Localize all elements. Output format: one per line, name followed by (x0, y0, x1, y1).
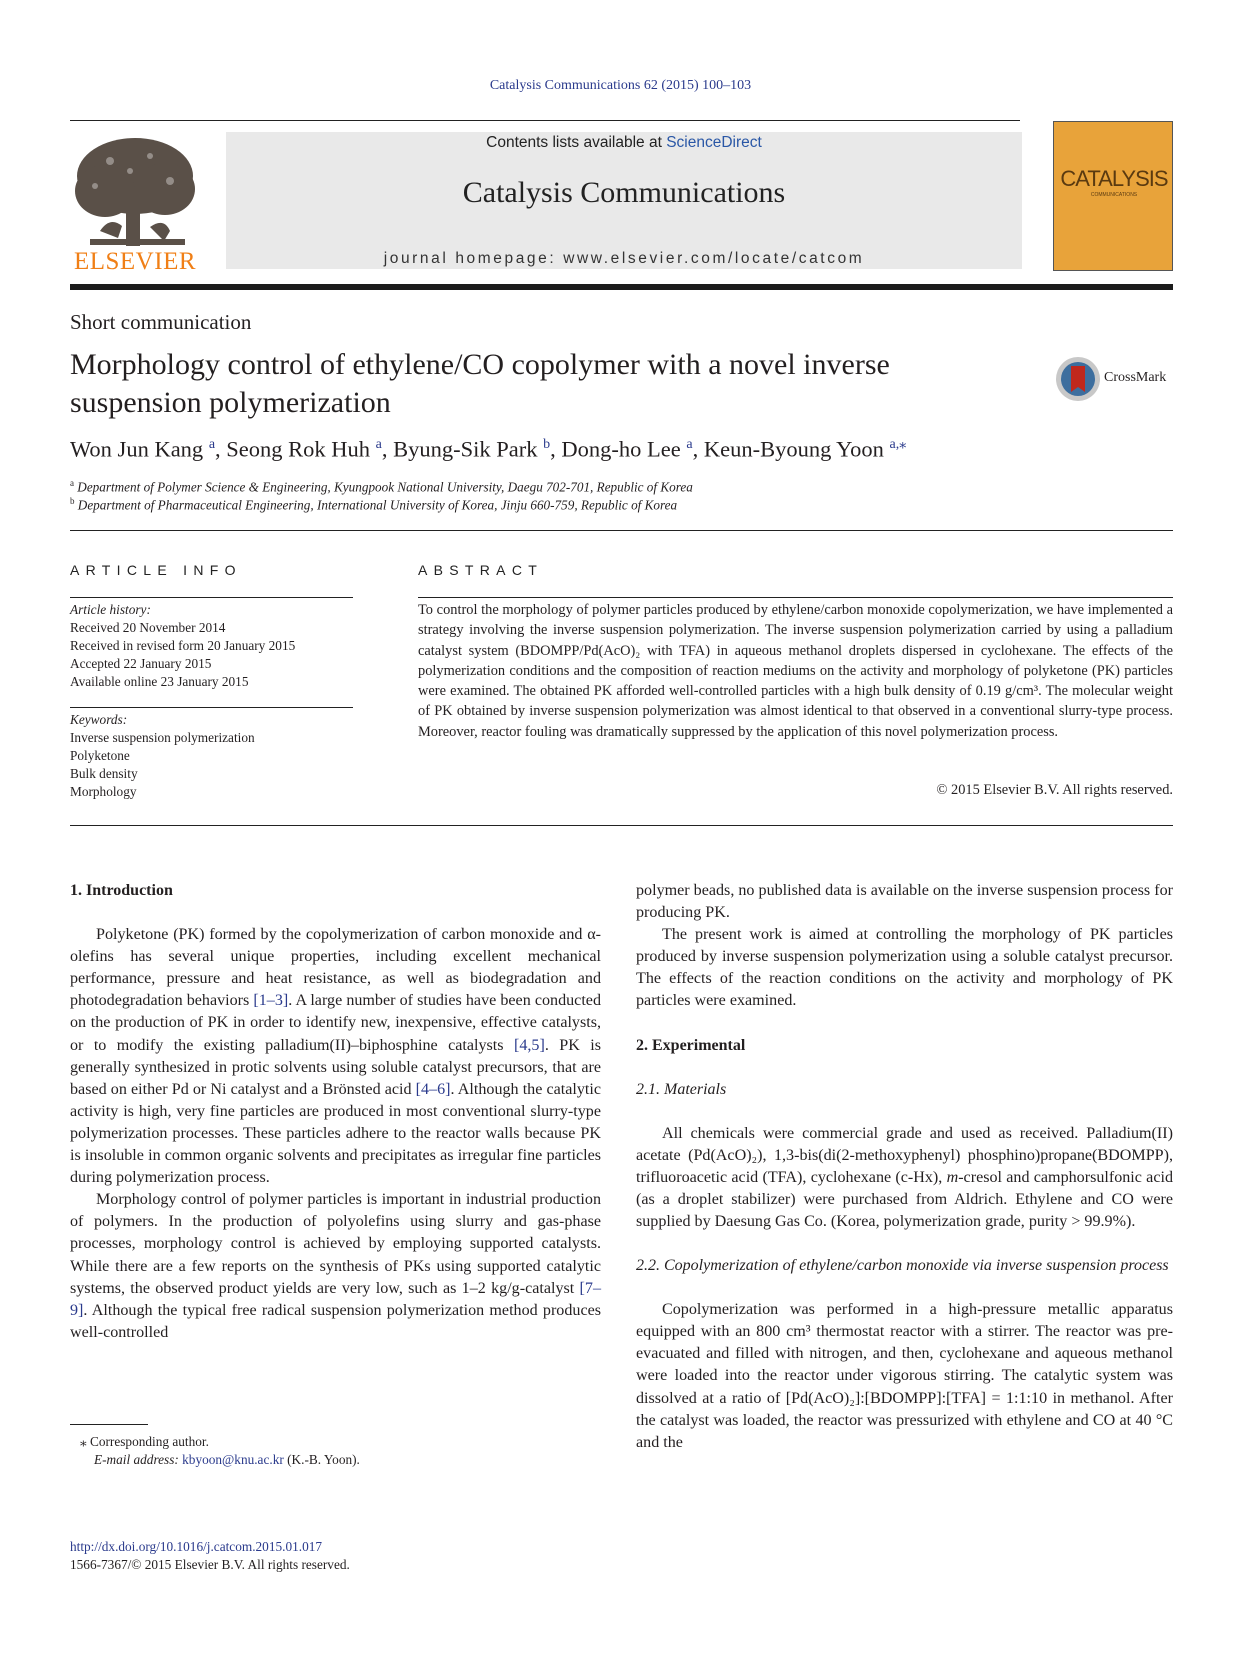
journal-title: Catalysis Communications (462, 176, 786, 209)
journal-banner (226, 132, 1022, 269)
text-run: All chemicals were commercial grade and used as received. Palladium(II) acetate (Pd(AcO)₂), 1,3-bis(di(2-methoxyphenyl) phosphino)propane(BDOMPP), trifluoroacetic acid (TFA), cyclohexane (c-Hx), (636, 1124, 1173, 1186)
history-item: Accepted 22 January 2015 (70, 656, 212, 672)
text-run: . Although the typical free radical suspension polymerization method produces well-controlled (70, 1301, 601, 1341)
citation-link[interactable]: [4,5] (513, 1036, 545, 1054)
introduction-heading: 1. Introduction (70, 882, 173, 899)
author-name[interactable]: Dong-ho Lee (561, 436, 681, 462)
affiliation-text: Department of Pharmaceutical Engineering, International University of Korea, Jinju 660-759, Republic of Korea (77, 497, 678, 513)
keywords-rule (70, 707, 353, 708)
article-history (70, 601, 295, 691)
article-title: Morphology control of ethylene/CO copolymer with a novel inverse suspension polymerization (70, 348, 890, 419)
citation-link[interactable]: [4–6] (415, 1080, 451, 1098)
email-suffix: (K.-B. Yoon). (283, 1452, 360, 1468)
affiliation-text: Department of Polymer Science & Engineering, Kyungpook National University, Daegu 702-701, Republic of Korea (77, 479, 693, 495)
text-run: . Although the catalytic activity is high, very fine particles are produced in most conventional slurry-type polymerization processes. These particles adhere to the reactor walls because PK is insoluble in common organic solvents and precipitates as irregular fine particles during polymerization process. (70, 1080, 602, 1187)
author-name[interactable]: Won Jun Kang (70, 436, 204, 462)
affiliation-a (70, 478, 693, 495)
keyword: Inverse suspension polymerization (70, 730, 255, 746)
body-column-right (636, 880, 1173, 1454)
cover-subtitle: COMMUNICATIONS (1090, 192, 1138, 198)
cover-title: CATALYSIS (1060, 166, 1168, 191)
article-info-rule (70, 597, 353, 598)
affiliation-b (70, 496, 677, 513)
section-divider (70, 530, 1173, 531)
author-list: Won Jun Kang $^a$, Seong Rok Huh $^a$, Byung-Sik Park $^b$, Dong-ho Lee $^a$, Keun-Byoung Yoon $^{a,⁎}$ (70, 436, 907, 462)
crossmark-label[interactable]: CrossMark (1104, 370, 1167, 385)
text-run: . PK is generally synthesized in protic solvents using soluble catalyst precursors, that are based on either Pd or Ni catalyst and a Brönsted acid (70, 1036, 601, 1098)
text-run: -cresol and camphorsulfonic acid (as a droplet stabilizer) were purchased from Aldrich. Ethylene and CO were supplied by Daesung Gas Co. (Korea, polymerization grade, purity > 99.9%). (636, 1168, 1173, 1231)
abstract-copyright: © 2015 Elsevier B.V. All rights reserved. (936, 782, 1173, 798)
keyword: Morphology (70, 784, 137, 800)
history-item: Received 20 November 2014 (70, 620, 226, 636)
history-item: Received in revised form 20 January 2015 (70, 638, 296, 654)
elsevier-wordmark: ELSEVIER (73, 248, 197, 275)
abstract-heading: ABSTRACT (418, 562, 544, 578)
email-label: E-mail address: (94, 1452, 183, 1468)
materials-paragraph (636, 1123, 1173, 1233)
keywords-label: Keywords: (70, 712, 128, 727)
text-run: m (946, 1168, 959, 1186)
history-label: Article history: (70, 602, 151, 617)
keyword: Bulk density (70, 766, 138, 782)
copolymerization-heading: 2.2. Copolymerization of ethylene/carbon monoxide via inverse suspension process (636, 1257, 1169, 1275)
abstract-text: To control the morphology of polymer particles produced by ethylene/carbon monoxide copolymerization, we have implemented a strategy involving the inverse suspension polymerization. The inverse suspension polymerization carried by using a palladium catalyst system (BDOMPP/Pd(AcO)₂ with TFA) in aqueous methanol droplets dispersed in cyclohexane. The effects of the polymerization conditions and the composition of reaction mediums on the activity and morphology of polyketone (PK) particles were examined. The obtained PK afforded well-controlled particles with a high bulk density of 0.19 g/cm³. The molecular weight of PK obtained by inverse suspension polymerization was almost identical to that observed in a conventional slurry-type process. Moreover, reactor fouling was dramatically suppressed by the application of this novel polymerization process. (418, 602, 1173, 740)
header-rule (70, 120, 1020, 121)
materials-heading: 2.1. Materials (636, 1080, 727, 1098)
crossmark-icon[interactable] (1055, 356, 1101, 402)
history-item: Available online 23 January 2015 (70, 674, 249, 690)
section-divider (70, 825, 1173, 826)
contents-prefix: Contents lists available at (486, 134, 667, 151)
affiliation-mark: b (70, 496, 75, 506)
footnote-rule (70, 1424, 148, 1425)
keyword: Polyketone (70, 748, 130, 764)
journal-homepage[interactable]: journal homepage: www.elsevier.com/locate/catcom (383, 250, 865, 267)
copolymerization-paragraph: Copolymerization was performed in a high-pressure metallic apparatus equipped with an 800 cm³ thermostat reactor with a stirrer. The reactor was pre-evacuated and filled with nitrogen, and then, cyclohexane and aqueous methanol were loaded into the reactor under vigorous stirring. The catalytic system was dissolved at a ratio of [Pd(AcO)₂]:[BDOMPP]:[TFA] = 1:1:10 in methanol. After the catalyst was loaded, the reactor was pressurized with ethylene and CO at 40 °C and the (636, 1301, 1173, 1451)
email-link[interactable]: kbyoon@knu.ac.kr (182, 1452, 284, 1468)
corresponding-author-note: ⁎ Corresponding author. (80, 1434, 209, 1449)
intro-paragraph-1 (70, 924, 601, 1189)
author-affiliation-mark[interactable]: a (686, 437, 693, 452)
footnote (80, 1433, 360, 1469)
keywords-block (70, 711, 255, 801)
body-column-left (70, 880, 601, 1344)
contents-line (226, 134, 1022, 152)
header-thick-rule (70, 284, 1173, 290)
citation-link[interactable]: [1–3] (253, 992, 289, 1010)
text-run: . A large number of studies have been conducted on the production of PK in order to identify new, inexpensive, effective catalysts, or to modify the existing palladium(II)–biphosphine catalysts (70, 992, 601, 1054)
author-affiliation-mark[interactable]: a (375, 437, 382, 452)
author-name[interactable]: Byung-Sik Park (393, 436, 538, 462)
sciencedirect-link[interactable]: ScienceDirect (666, 134, 762, 151)
author-affiliation-mark[interactable]: a (208, 437, 216, 452)
article-info-heading: ARTICLE INFO (70, 562, 242, 578)
text-run: Morphology control of polymer particles is important in industrial production of polymers. In the production of polyolefins using slurry and gas-phase processes, morphology control is achieved by employing supported catalysts. While there are a few reports on the synthesis of PKs using supported catalytic systems, the observed product yields are very low, such as 1–2 kg/g-catalyst (70, 1191, 601, 1297)
author-name[interactable]: Keun-Byoung Yoon (703, 436, 884, 462)
article-type: Short communication (70, 310, 252, 334)
author-name[interactable]: Seong Rok Huh (226, 436, 371, 462)
citation-link[interactable]: [7–9] (70, 1279, 601, 1319)
text-run: Polyketone (PK) formed by the copolymerization of carbon monoxide and α-olefins has several unique properties, including excellent mechanical performance, pressure and heat resistance, as well as biodegradation and photodegradation behaviors (70, 926, 601, 1010)
issn-copyright: 1566-7367/© 2015 Elsevier B.V. All rights reserved. (70, 1557, 350, 1573)
abstract-rule (418, 597, 1173, 598)
journal-cover-thumbnail[interactable] (1053, 121, 1173, 271)
affiliation-mark: a (70, 478, 74, 488)
intro-paragraph-2 (70, 1189, 601, 1344)
author-affiliation-mark[interactable]: b (543, 437, 551, 452)
author-affiliation-mark[interactable]: a,⁎ (889, 437, 907, 452)
intro-paragraph-2-continued: polymer beads, no published data is available on the inverse suspension process for producing PK. (636, 882, 1173, 922)
experimental-heading: 2. Experimental (636, 1036, 746, 1054)
doi-link[interactable]: http://dx.doi.org/10.1016/j.catcom.2015.01.017 (70, 1539, 323, 1554)
journal-reference-link[interactable]: Catalysis Communications 62 (2015) 100–103 (489, 78, 752, 93)
doi-block (70, 1538, 350, 1574)
intro-paragraph-3: The present work is aimed at controlling the morphology of PK particles produced by inverse suspension polymerization using a soluble catalyst precursor. The effects of the reaction conditions on the activity and morphology of PK particles were examined. (636, 926, 1173, 1010)
